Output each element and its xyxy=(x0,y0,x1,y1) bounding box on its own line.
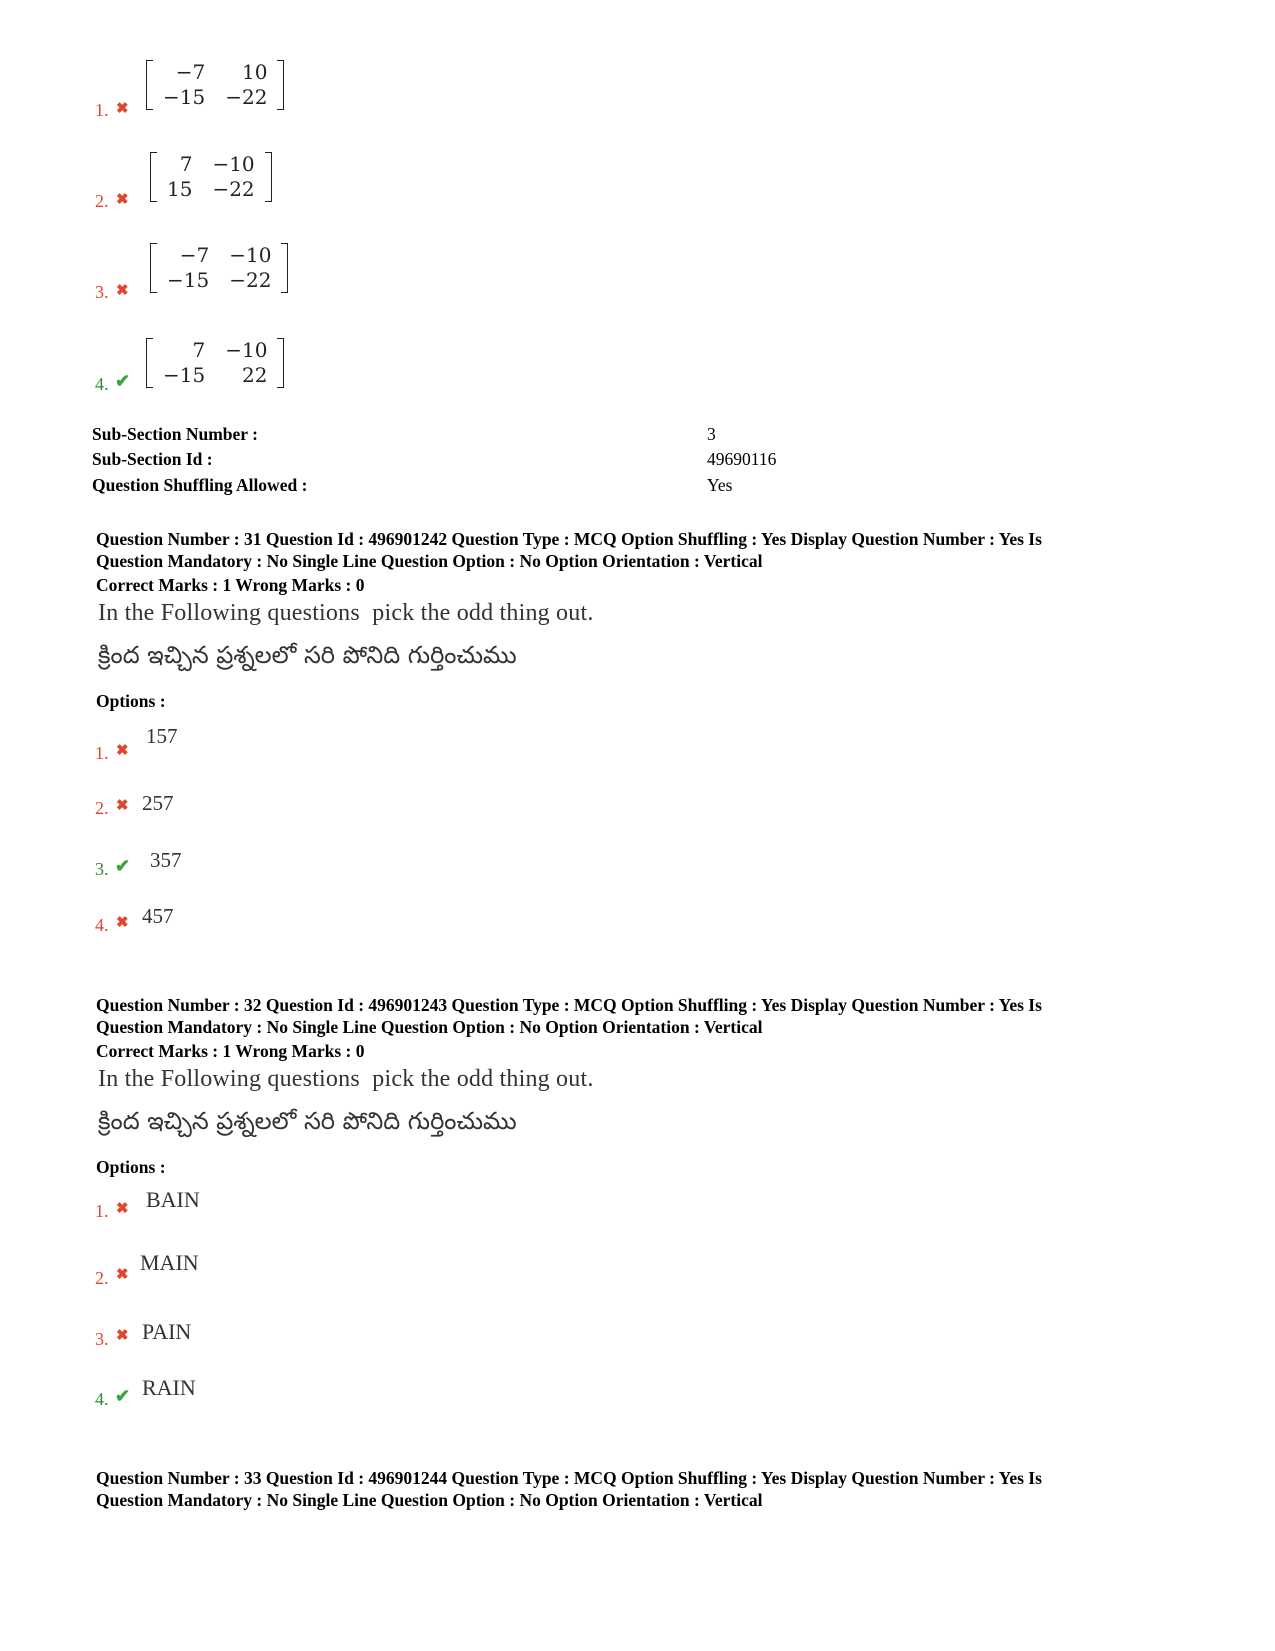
matrix-cell: −10 xyxy=(212,152,255,176)
cross-icon: ✖ xyxy=(116,101,129,117)
question-header-line: Question Mandatory : No Single Line Question Option : No Option Orientation : Vertical xyxy=(96,1017,763,1037)
question-marks: Correct Marks : 1 Wrong Marks : 0 xyxy=(96,1041,365,1061)
option-number: 2. xyxy=(95,1268,109,1288)
question-text-en xyxy=(98,600,594,627)
matrix-cell: −10 xyxy=(225,338,268,362)
question-shuffling-value: Yes xyxy=(707,475,733,495)
subsection-number-value: 3 xyxy=(707,424,716,444)
matrix-cell: −15 xyxy=(163,85,206,109)
option-number: 2. xyxy=(95,191,109,211)
check-icon: ✔ xyxy=(115,371,131,391)
matrix-cell: −7 xyxy=(179,243,210,267)
matrix-cell: −10 xyxy=(229,243,272,267)
check-icon: ✔ xyxy=(115,1386,131,1406)
question-marks: Correct Marks : 1 Wrong Marks : 0 xyxy=(96,575,365,595)
matrix-cell: −15 xyxy=(163,363,206,387)
question-text-te: క్రింద ఇచ్చిన ప్రశ్నలలో సరి పోనిది గుర్తించుము xyxy=(98,641,517,669)
option-number: 3. xyxy=(95,859,109,879)
question-header xyxy=(96,1467,1216,1511)
matrix-cell: −7 xyxy=(175,60,206,84)
options-label: Options : xyxy=(96,691,166,711)
option-value: 157 xyxy=(146,724,178,748)
cross-icon: ✖ xyxy=(116,1201,129,1217)
subsection-id-value: 49690116 xyxy=(707,449,777,469)
question-text-te: క్రింద ఇచ్చిన ప్రశ్నలలో సరి పోనిది గుర్తించుము xyxy=(98,1107,517,1135)
cross-icon: ✖ xyxy=(116,1328,129,1344)
question-text-part: pick the odd thing out. xyxy=(372,1066,594,1092)
matrix-option-1 xyxy=(146,60,284,110)
matrix-cell: −15 xyxy=(167,268,210,292)
question-text-part: pick the odd thing out. xyxy=(372,600,594,626)
check-icon: ✔ xyxy=(115,856,131,876)
matrix-cell: 15 xyxy=(167,177,193,201)
option-value: PAIN xyxy=(142,1319,192,1344)
matrix-cell: 22 xyxy=(241,363,268,387)
matrix-cell: 7 xyxy=(192,338,206,362)
question-text-part: In the Following questions xyxy=(98,600,360,626)
subsection-id-label: Sub-Section Id : xyxy=(92,449,213,469)
option-value: MAIN xyxy=(140,1250,199,1275)
question-header-line: Question Mandatory : No Single Line Question Option : No Option Orientation : Vertical xyxy=(96,1490,763,1510)
cross-icon: ✖ xyxy=(116,192,129,208)
question-text-en xyxy=(98,1066,594,1093)
question-header-line: Question Number : 32 Question Id : 496901243 Question Type : MCQ Option Shuffling : Yes Display Question Number : Yes Is xyxy=(96,995,1042,1015)
matrix-option-2 xyxy=(150,152,272,202)
options-label: Options : xyxy=(96,1157,166,1177)
cross-icon: ✖ xyxy=(116,1267,129,1283)
option-number: 3. xyxy=(95,1329,109,1349)
question-text-part: In the Following questions xyxy=(98,1066,360,1092)
option-number: 1. xyxy=(95,100,109,120)
option-number: 1. xyxy=(95,743,109,763)
subsection-number-label: Sub-Section Number : xyxy=(92,424,258,444)
cross-icon: ✖ xyxy=(116,743,129,759)
option-number: 2. xyxy=(95,798,109,818)
question-header xyxy=(96,528,1216,572)
option-value: 257 xyxy=(142,791,174,815)
matrix-cell: −22 xyxy=(229,268,272,292)
matrix-cell: −22 xyxy=(212,177,255,201)
option-number: 4. xyxy=(95,915,109,935)
question-shuffling-label: Question Shuffling Allowed : xyxy=(92,475,308,495)
question-header-line: Question Number : 31 Question Id : 496901242 Question Type : MCQ Option Shuffling : Yes Display Question Number : Yes Is xyxy=(96,529,1042,549)
question-header-line: Question Number : 33 Question Id : 496901244 Question Type : MCQ Option Shuffling : Yes Display Question Number : Yes Is xyxy=(96,1468,1042,1488)
option-value: 357 xyxy=(150,848,182,872)
question-header xyxy=(96,994,1216,1038)
cross-icon: ✖ xyxy=(116,915,129,931)
cross-icon: ✖ xyxy=(116,283,129,299)
matrix-cell: 7 xyxy=(179,152,193,176)
option-number: 4. xyxy=(95,374,109,394)
option-number: 1. xyxy=(95,1201,109,1221)
option-number: 3. xyxy=(95,282,109,302)
matrix-option-3 xyxy=(150,243,288,293)
matrix-option-4 xyxy=(146,338,284,388)
option-value: RAIN xyxy=(142,1375,196,1400)
option-value: 457 xyxy=(142,904,174,928)
option-number: 4. xyxy=(95,1389,109,1409)
cross-icon: ✖ xyxy=(116,798,129,814)
matrix-cell: −22 xyxy=(225,85,268,109)
matrix-cell: 10 xyxy=(241,60,268,84)
question-header-line: Question Mandatory : No Single Line Question Option : No Option Orientation : Vertical xyxy=(96,551,763,571)
option-value: BAIN xyxy=(146,1187,200,1212)
